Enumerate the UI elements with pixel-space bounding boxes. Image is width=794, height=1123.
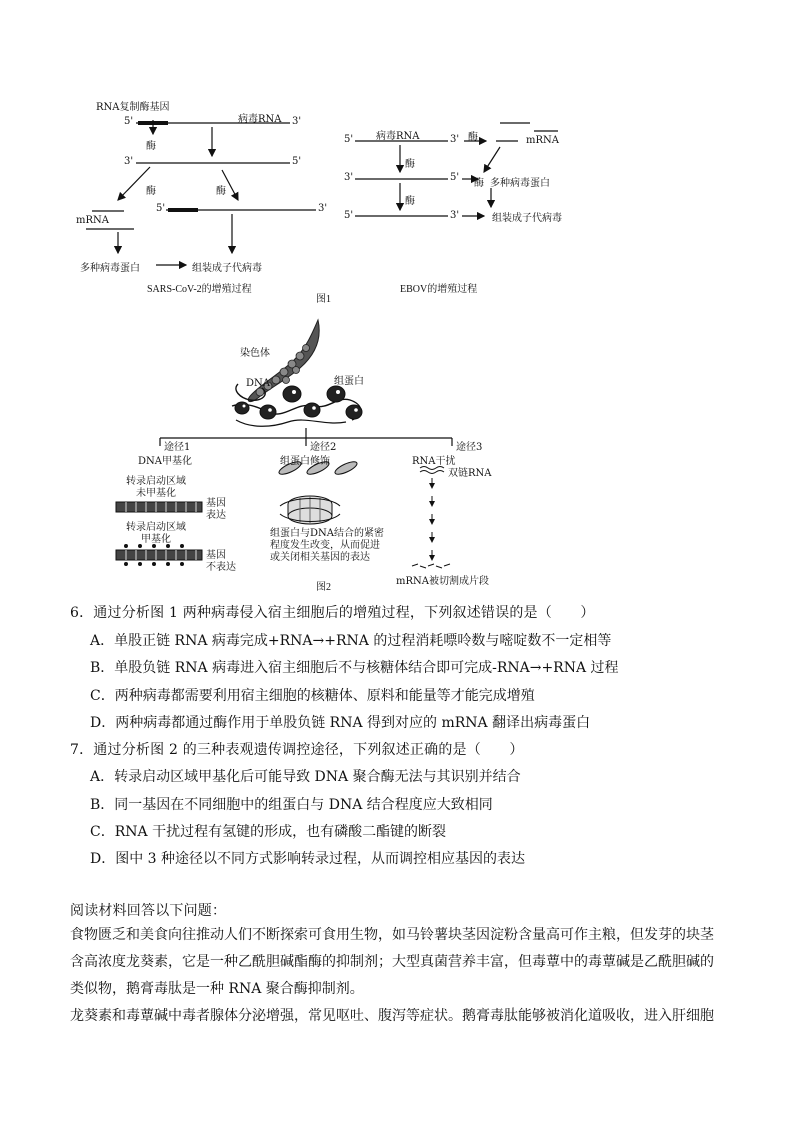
question-6-option-d: D．两种病毒都通过酶作用于单股负链 RNA 得到对应的 mRNA 翻译出病毒蛋白 [90, 715, 591, 731]
dsrna-label: 双链RNA [448, 468, 492, 479]
path3-label: 途径3 [456, 442, 483, 453]
question-6-stem: 6．通过分析图 1 两种病毒侵入宿主细胞后的增殖过程，下列叙述错误的是（ ） [70, 605, 595, 621]
reading-intro: 阅读材料回答以下问题： [70, 903, 227, 919]
sars-3prime-label-2: 3' [124, 156, 134, 167]
question-7-option-d: D．图中 3 种途径以不同方式影响转录过程，从而调控相应基因的表达 [90, 851, 526, 867]
sars-proteins-label: 多种病毒蛋白 [80, 263, 140, 274]
question-7-option-b: B．同一基因在不同细胞中的组蛋白与 DNA 结合程度应大致相同 [90, 797, 493, 813]
sars-assemble-label: 组装成子代病毒 [192, 263, 262, 274]
chromosome-label: 染色体 [240, 348, 270, 359]
figure-2 [0, 310, 794, 600]
question-7-option-c: C．RNA 干扰过程有氢键的形成，也有磷酸二酯键的断裂 [90, 824, 447, 840]
sars-rdrp-gene-label: RNA复制酶基因 [96, 102, 170, 113]
question-6-option-a: A．单股正链 RNA 病毒完成+RNA→+RNA 的过程消耗嘌呤数与嘧啶数不一定相等 [90, 633, 612, 649]
figure-2-caption: 图2 [316, 582, 331, 593]
ebov-title: EBOV的增殖过程 [400, 284, 478, 295]
ebov-enzyme-label-4: 酶 [405, 196, 415, 207]
path1-label: 途径1 [164, 442, 191, 453]
sars-enzyme-label-3: 酶 [216, 186, 226, 197]
figure-1 [0, 0, 794, 305]
question-7-option-a: A．转录启动区域甲基化后可能导致 DNA 聚合酶无法与其识别并结合 [90, 769, 521, 785]
methylated-region-label: 转录启动区域 甲基化 [126, 522, 186, 545]
mrna-cut-label: mRNA被切割成片段 [396, 576, 489, 587]
sars-title: SARS-CoV-2的增殖过程 [147, 284, 252, 295]
question-7-stem: 7．通过分析图 2 的三种表观遗传调控途径，下列叙述正确的是（ ） [70, 742, 524, 758]
dna-label: DNA [246, 378, 270, 389]
question-6-option-b: B．单股负链 RNA 病毒进入宿主细胞后不与核糖体结合即可完成-RNA→+RNA 过程 [90, 660, 619, 676]
reading-paragraph-2: 龙葵素和毒蕈碱中毒者腺体分泌增强，常见呕吐、腹泻等症状。鹅膏毒肽能够被消化道吸收，进入肝细胞 [70, 1008, 714, 1024]
histone-mod-label: 组蛋白修饰 [280, 456, 330, 467]
sars-5prime-label-2: 5' [292, 156, 302, 167]
ebov-5prime-label: 5' [344, 134, 354, 145]
reading-paragraph-1: 食物匮乏和美食向往推动人们不断探索可食用生物，如马铃薯块茎因淀粉含量高可作主粮，但发芽的块茎含高浓度龙葵素，它是一种乙酰胆碱酯酶的抑制剂；大型真菌营养丰富，但毒蕈中的毒蕈碱是乙酰胆碱的类似物，鹅膏毒肽是一种 RNA 聚合酶抑制剂。 [70, 927, 714, 997]
ebov-assemble-label: 组装成子代病毒 [492, 213, 562, 224]
ebov-mrna-label: mRNA [526, 135, 559, 146]
ebov-5prime-label-3: 5' [344, 210, 354, 221]
sars-virus-rna-label: 病毒RNA [238, 114, 282, 125]
histone-label: 组蛋白 [334, 376, 364, 387]
figure-1-caption: 图1 [316, 294, 331, 305]
path2-label: 途径2 [310, 442, 337, 453]
sars-5prime-label-3: 5' [156, 203, 166, 214]
ebov-5prime-label-2: 5' [450, 172, 460, 183]
sars-3prime-label-3: 3' [318, 203, 328, 214]
dna-methylation-label: DNA甲基化 [138, 456, 192, 467]
sars-enzyme-label-2: 酶 [146, 186, 156, 197]
figure-2-diagram [0, 310, 794, 600]
histone-desc-label: 组蛋白与DNA结合的紧密 程度发生改变，从而促进 或关闭相关基因的表达 [270, 528, 384, 563]
sars-mrna-label: mRNA [76, 215, 109, 226]
ebov-enzyme-label: 酶 [468, 132, 478, 143]
sars-3prime-label: 3' [292, 116, 302, 127]
rnai-label: RNA干扰 [412, 456, 456, 467]
ebov-3prime-label: 3' [450, 134, 460, 145]
ebov-3prime-label-3: 3' [450, 210, 460, 221]
gene-not-expressed-label: 基因 不表达 [206, 550, 236, 573]
ebov-3prime-label-2: 3' [344, 172, 354, 183]
question-6-option-c: C．两种病毒都需要利用宿主细胞的核糖体、原料和能量等才能完成增殖 [90, 688, 535, 704]
ebov-proteins-label: 多种病毒蛋白 [490, 178, 550, 189]
gene-expressed-label: 基因 表达 [206, 498, 226, 521]
ebov-enzyme-label-2: 酶 [405, 159, 415, 170]
ebov-virus-rna-label: 病毒RNA [376, 131, 420, 142]
sars-enzyme-label: 酶 [146, 141, 156, 152]
unmethylated-region-label: 转录启动区域 未甲基化 [126, 476, 186, 499]
ebov-enzyme-label-3: 酶 [474, 178, 484, 189]
sars-5prime-label: 5' [124, 116, 134, 127]
